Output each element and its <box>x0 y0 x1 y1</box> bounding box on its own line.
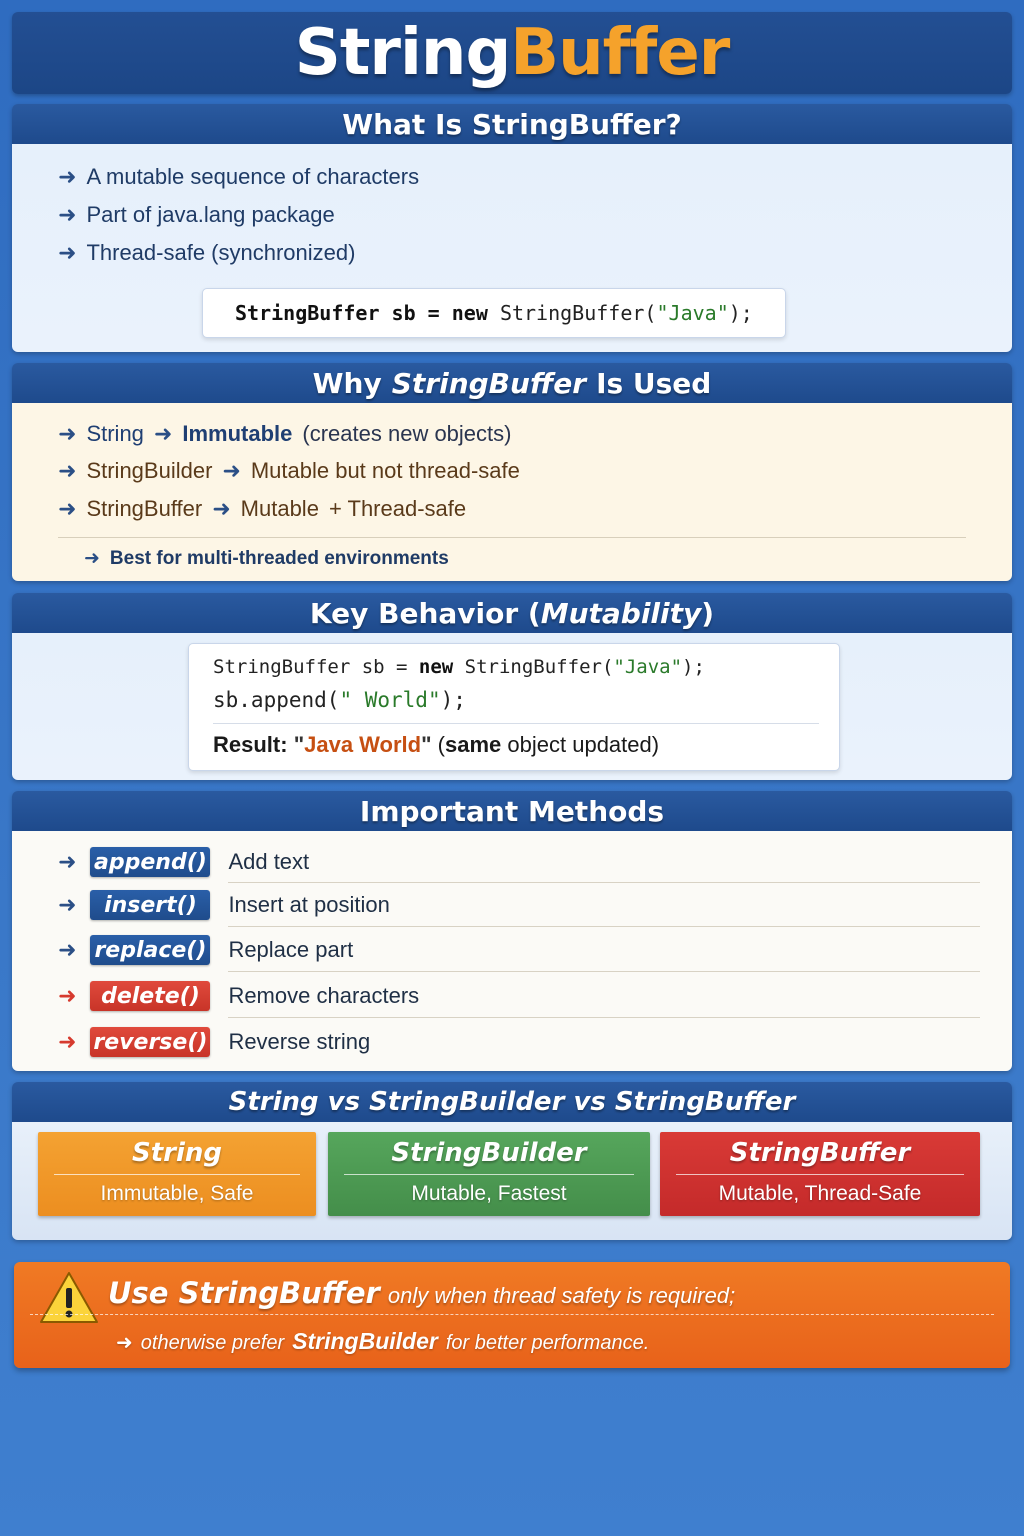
warning-strong: StringBuilder <box>292 1328 438 1354</box>
heading-text-a: Why <box>312 366 382 400</box>
heading-text-c: Is Used <box>596 366 712 400</box>
card-desc: Immutable, Safe <box>100 1182 254 1205</box>
method-badge: insert() <box>90 890 210 920</box>
card-desc: Mutable, Fastest <box>411 1182 567 1205</box>
quote-mark: " <box>293 732 305 757</box>
result-value: Java World <box>304 732 422 757</box>
compare-card-string <box>38 1132 316 1216</box>
compare-card-stringbuffer <box>660 1132 980 1216</box>
card-title: StringBuilder <box>391 1138 587 1168</box>
warning-banner <box>14 1262 1010 1368</box>
row-term: String <box>86 421 144 446</box>
code-string: " World" <box>339 688 441 712</box>
divider <box>228 926 980 927</box>
code-string: "Java" <box>613 656 683 678</box>
row-note: (creates new objects) <box>302 421 512 446</box>
section-why-used <box>12 363 1012 581</box>
arrow-right-icon: ➜ <box>58 892 77 917</box>
section-what-is <box>12 104 1012 352</box>
divider <box>228 971 980 972</box>
code-snippet <box>202 288 786 338</box>
warning-line-2 <box>116 1328 649 1355</box>
arrow-right-icon: ➜ <box>58 983 77 1008</box>
quote-mark: " <box>421 732 432 757</box>
code-part: StringBuffer sb = <box>213 656 419 678</box>
code-part: StringBuffer( <box>453 656 614 678</box>
warning-text: for better performance. <box>445 1332 650 1354</box>
heading-text-b: Mutability <box>540 596 702 630</box>
section-methods <box>12 791 1012 1071</box>
row-value: Mutable but not thread-safe <box>250 458 520 483</box>
result-line <box>213 732 659 758</box>
divider <box>30 1314 994 1315</box>
title-banner <box>12 12 1012 94</box>
code-string: "Java" <box>656 301 729 325</box>
warning-icon <box>38 1270 100 1326</box>
section-key-behavior <box>12 593 1012 780</box>
result-note: object updated) <box>507 732 660 757</box>
arrow-right-icon: ➜ <box>116 1332 133 1354</box>
card-title: StringBuffer <box>729 1138 911 1168</box>
divider <box>58 537 966 538</box>
method-badge: delete() <box>90 981 210 1011</box>
method-row-replace <box>58 928 978 972</box>
bullet-text: Part of java.lang package <box>86 202 335 227</box>
section-comparison <box>12 1082 1012 1240</box>
title-part1: String <box>294 16 511 90</box>
arrow-right-icon: ➜ <box>58 421 77 446</box>
list-item <box>58 240 355 266</box>
arrow-right-icon: ➜ <box>212 496 231 521</box>
row-term: StringBuilder <box>86 458 213 483</box>
method-row-delete <box>58 974 978 1018</box>
heading-text: Important Methods <box>359 794 665 828</box>
heading-text-a: Key Behavior ( <box>309 596 541 630</box>
row-term: StringBuffer <box>86 496 203 521</box>
arrow-right-icon: ➜ <box>58 240 77 265</box>
code-line-2 <box>213 688 466 712</box>
method-row-insert <box>58 883 978 927</box>
code-keyword: new <box>451 301 488 325</box>
warning-line-1 <box>108 1276 735 1310</box>
row-value: Mutable <box>240 496 319 521</box>
bullet-text: Thread-safe (synchronized) <box>86 240 356 265</box>
section-heading <box>12 791 1012 831</box>
arrow-right-icon: ➜ <box>58 1029 77 1054</box>
heading-text-b: StringBuffer <box>391 366 587 400</box>
result-note: ( <box>437 732 445 757</box>
arrow-right-icon: ➜ <box>58 937 77 962</box>
method-badge: reverse() <box>90 1027 210 1057</box>
arrow-right-icon: ➜ <box>58 164 77 189</box>
method-badge: append() <box>90 847 210 877</box>
warning-text: only when thread safety is required; <box>387 1283 736 1308</box>
method-desc: Insert at position <box>228 892 390 917</box>
arrow-right-icon: ➜ <box>222 458 241 483</box>
result-note-bold: same <box>445 732 502 757</box>
list-item <box>58 202 335 228</box>
method-desc: Add text <box>228 849 310 874</box>
bullet-text: A mutable sequence of characters <box>86 164 420 189</box>
section-heading <box>12 363 1012 403</box>
divider <box>54 1174 300 1175</box>
compare-card-stringbuilder <box>328 1132 650 1216</box>
divider <box>213 723 819 724</box>
heading-text: What Is StringBuffer? <box>342 107 682 141</box>
code-var: sb = <box>391 301 440 325</box>
arrow-right-icon: ➜ <box>58 202 77 227</box>
note-text: Best for multi-threaded environments <box>109 547 449 569</box>
list-item <box>58 496 466 522</box>
method-row-append <box>58 840 978 884</box>
code-type: StringBuffer <box>235 301 380 325</box>
code-part: sb.append( <box>213 688 340 712</box>
method-row-reverse <box>58 1020 978 1064</box>
title-part2: Buffer <box>510 16 730 90</box>
arrow-right-icon: ➜ <box>84 548 100 569</box>
row-note: + Thread-safe <box>328 496 467 521</box>
result-label: Result: <box>213 732 288 757</box>
note-item <box>84 547 449 570</box>
section-heading <box>12 593 1012 633</box>
list-item <box>58 458 520 484</box>
arrow-right-icon: ➜ <box>58 458 77 483</box>
arrow-right-icon: ➜ <box>58 496 77 521</box>
method-desc: Reverse string <box>228 1029 371 1054</box>
row-value: Immutable <box>182 421 293 446</box>
code-part: ); <box>682 656 705 678</box>
arrow-right-icon: ➜ <box>58 849 77 874</box>
section-heading <box>12 104 1012 144</box>
method-badge: replace() <box>90 935 210 965</box>
code-line-1 <box>213 656 705 678</box>
warning-text: otherwise prefer <box>140 1332 285 1354</box>
code-keyword: new <box>418 656 454 678</box>
method-desc: Remove characters <box>228 983 420 1008</box>
code-example <box>188 643 840 771</box>
arrow-right-icon: ➜ <box>153 421 173 446</box>
heading-text: String vs StringBuilder vs StringBuffer <box>228 1087 796 1117</box>
card-title: String <box>131 1138 222 1168</box>
warning-strong: Use StringBuffer <box>108 1276 380 1310</box>
list-item <box>58 421 511 447</box>
divider <box>676 1174 964 1175</box>
method-desc: Replace part <box>228 937 354 962</box>
divider <box>228 1017 980 1018</box>
list-item <box>58 164 419 190</box>
code-ctor: StringBuffer( <box>499 301 657 325</box>
heading-text-c: ) <box>701 596 715 630</box>
section-heading <box>12 1082 1012 1122</box>
code-part: ); <box>440 688 466 712</box>
code-end: ); <box>728 301 753 325</box>
divider <box>344 1174 634 1175</box>
card-desc: Mutable, Thread-Safe <box>718 1182 922 1205</box>
